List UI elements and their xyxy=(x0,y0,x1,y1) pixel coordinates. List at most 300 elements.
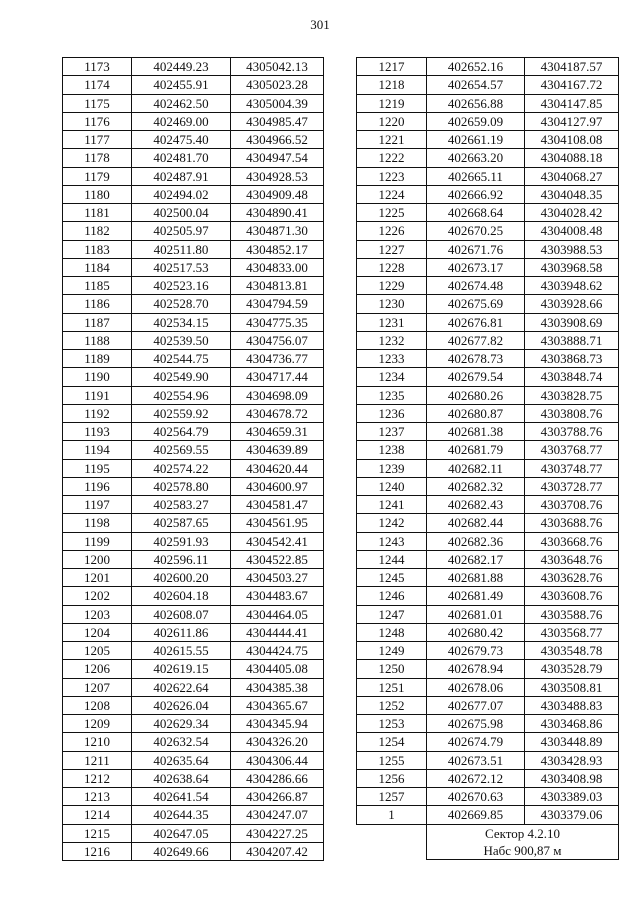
point-number-cell: 1185 xyxy=(63,277,132,295)
y-coordinate-cell: 4304306.44 xyxy=(231,751,324,769)
y-coordinate-cell: 4303428.93 xyxy=(525,751,619,769)
table-row xyxy=(357,386,619,404)
y-coordinate-cell: 4304600.97 xyxy=(231,477,324,495)
point-number-cell: 1253 xyxy=(357,715,427,733)
point-number-cell: 1176 xyxy=(63,112,132,130)
table-row xyxy=(63,642,324,660)
table-row xyxy=(63,605,324,623)
y-coordinate-cell: 4303488.83 xyxy=(525,696,619,714)
table-row xyxy=(357,587,619,605)
y-coordinate-cell: 4303728.77 xyxy=(525,477,619,495)
table-row xyxy=(357,58,619,76)
y-coordinate-cell: 4304385.38 xyxy=(231,678,324,696)
x-coordinate-cell: 402678.94 xyxy=(427,660,525,678)
x-coordinate-cell: 402455.91 xyxy=(132,76,231,94)
x-coordinate-cell: 402680.42 xyxy=(427,623,525,641)
y-coordinate-cell: 4304365.67 xyxy=(231,696,324,714)
x-coordinate-cell: 402654.57 xyxy=(427,76,525,94)
y-coordinate-cell: 4304852.17 xyxy=(231,240,324,258)
y-coordinate-cell: 4304890.41 xyxy=(231,204,324,222)
y-coordinate-cell: 4303608.76 xyxy=(525,587,619,605)
table-row xyxy=(357,368,619,386)
point-number-cell: 1256 xyxy=(357,769,427,787)
point-number-cell: 1250 xyxy=(357,660,427,678)
x-coordinate-cell: 402523.16 xyxy=(132,277,231,295)
y-coordinate-cell: 4303988.53 xyxy=(525,240,619,258)
point-number-cell: 1243 xyxy=(357,532,427,550)
table-row xyxy=(357,295,619,313)
x-coordinate-cell: 402678.06 xyxy=(427,678,525,696)
page-number: 301 xyxy=(310,17,330,32)
y-coordinate-cell: 4303379.06 xyxy=(525,806,619,824)
table-row xyxy=(63,769,324,787)
y-coordinate-cell: 4303748.77 xyxy=(525,459,619,477)
point-number-cell: 1187 xyxy=(63,313,132,331)
point-number-cell: 1234 xyxy=(357,368,427,386)
y-coordinate-cell: 4303568.77 xyxy=(525,623,619,641)
point-number-cell: 1189 xyxy=(63,350,132,368)
point-number-cell: 1218 xyxy=(357,76,427,94)
point-number-cell: 1242 xyxy=(357,514,427,532)
point-number-cell: 1192 xyxy=(63,404,132,422)
point-number-cell: 1184 xyxy=(63,258,132,276)
y-coordinate-cell: 4304048.35 xyxy=(525,185,619,203)
table-row xyxy=(357,751,619,769)
y-coordinate-cell: 4304286.66 xyxy=(231,769,324,787)
table-row xyxy=(63,368,324,386)
x-coordinate-cell: 402679.54 xyxy=(427,368,525,386)
table-row xyxy=(357,313,619,331)
point-number-cell: 1257 xyxy=(357,788,427,806)
table-row xyxy=(63,94,324,112)
table-row xyxy=(63,496,324,514)
table-row xyxy=(63,277,324,295)
point-number-cell: 1201 xyxy=(63,569,132,587)
point-number-cell: 1191 xyxy=(63,386,132,404)
point-number-cell: 1199 xyxy=(63,532,132,550)
x-coordinate-cell: 402671.76 xyxy=(427,240,525,258)
table-row xyxy=(63,806,324,824)
y-coordinate-cell: 4304736.77 xyxy=(231,350,324,368)
table-row xyxy=(63,459,324,477)
table-row xyxy=(63,167,324,185)
point-number-cell: 1183 xyxy=(63,240,132,258)
y-coordinate-cell: 4304813.81 xyxy=(231,277,324,295)
point-number-cell: 1219 xyxy=(357,94,427,112)
y-coordinate-cell: 4304561.95 xyxy=(231,514,324,532)
x-coordinate-cell: 402680.87 xyxy=(427,404,525,422)
point-number-cell: 1175 xyxy=(63,94,132,112)
point-number-cell: 1241 xyxy=(357,496,427,514)
table-row xyxy=(357,76,619,94)
sector-title: Сектор 4.2.10 xyxy=(484,825,560,841)
point-number-cell: 1173 xyxy=(63,58,132,76)
table-row xyxy=(63,715,324,733)
y-coordinate-cell: 4303448.89 xyxy=(525,733,619,751)
coordinates-table-left xyxy=(62,57,324,861)
x-coordinate-cell: 402505.97 xyxy=(132,222,231,240)
table-row xyxy=(63,295,324,313)
x-coordinate-cell: 402632.54 xyxy=(132,733,231,751)
x-coordinate-cell: 402539.50 xyxy=(132,331,231,349)
point-number-cell: 1221 xyxy=(357,131,427,149)
point-number-cell: 1254 xyxy=(357,733,427,751)
x-coordinate-cell: 402682.36 xyxy=(427,532,525,550)
point-number-cell: 1224 xyxy=(357,185,427,203)
x-coordinate-cell: 402554.96 xyxy=(132,386,231,404)
x-coordinate-cell: 402681.79 xyxy=(427,441,525,459)
y-coordinate-cell: 4304088.18 xyxy=(525,149,619,167)
point-number-cell: 1207 xyxy=(63,678,132,696)
point-number-cell: 1206 xyxy=(63,660,132,678)
point-number-cell: 1223 xyxy=(357,167,427,185)
x-coordinate-cell: 402517.53 xyxy=(132,258,231,276)
y-coordinate-cell: 4303708.76 xyxy=(525,496,619,514)
y-coordinate-cell: 4304247.07 xyxy=(231,806,324,824)
point-number-cell: 1229 xyxy=(357,277,427,295)
y-coordinate-cell: 4304424.75 xyxy=(231,642,324,660)
x-coordinate-cell: 402528.70 xyxy=(132,295,231,313)
point-number-cell: 1220 xyxy=(357,112,427,130)
x-coordinate-cell: 402641.54 xyxy=(132,788,231,806)
x-coordinate-cell: 402619.15 xyxy=(132,660,231,678)
point-number-cell: 1222 xyxy=(357,149,427,167)
point-number-cell: 1193 xyxy=(63,423,132,441)
point-number-cell: 1247 xyxy=(357,605,427,623)
table-row xyxy=(357,459,619,477)
point-number-cell: 1190 xyxy=(63,368,132,386)
point-number-cell: 1245 xyxy=(357,569,427,587)
table-row xyxy=(357,258,619,276)
point-number-cell: 1255 xyxy=(357,751,427,769)
table-row xyxy=(357,477,619,495)
x-coordinate-cell: 402675.98 xyxy=(427,715,525,733)
x-coordinate-cell: 402487.91 xyxy=(132,167,231,185)
x-coordinate-cell: 402549.90 xyxy=(132,368,231,386)
table-row xyxy=(63,185,324,203)
table-row xyxy=(357,131,619,149)
x-coordinate-cell: 402569.55 xyxy=(132,441,231,459)
point-number-cell: 1202 xyxy=(63,587,132,605)
x-coordinate-cell: 402675.69 xyxy=(427,295,525,313)
point-number-cell: 1181 xyxy=(63,204,132,222)
y-coordinate-cell: 4305004.39 xyxy=(231,94,324,112)
point-number-cell: 1182 xyxy=(63,222,132,240)
x-coordinate-cell: 402611.86 xyxy=(132,623,231,641)
y-coordinate-cell: 4304464.05 xyxy=(231,605,324,623)
x-coordinate-cell: 402663.20 xyxy=(427,149,525,167)
y-coordinate-cell: 4304405.08 xyxy=(231,660,324,678)
point-number-cell: 1180 xyxy=(63,185,132,203)
x-coordinate-cell: 402674.79 xyxy=(427,733,525,751)
x-coordinate-cell: 402500.04 xyxy=(132,204,231,222)
point-number-cell: 1204 xyxy=(63,623,132,641)
table-row xyxy=(357,185,619,203)
y-coordinate-cell: 4303788.76 xyxy=(525,423,619,441)
table-row xyxy=(63,313,324,331)
sector-area: Набс 900,87 м xyxy=(483,842,562,858)
y-coordinate-cell: 4304542.41 xyxy=(231,532,324,550)
y-coordinate-cell: 4304678.72 xyxy=(231,404,324,422)
x-coordinate-cell: 402668.64 xyxy=(427,204,525,222)
point-number-cell: 1248 xyxy=(357,623,427,641)
table-row xyxy=(357,623,619,641)
table-row xyxy=(63,58,324,76)
table-row xyxy=(357,514,619,532)
y-coordinate-cell: 4304909.48 xyxy=(231,185,324,203)
table-row xyxy=(63,751,324,769)
point-number-cell: 1239 xyxy=(357,459,427,477)
y-coordinate-cell: 4303648.76 xyxy=(525,550,619,568)
x-coordinate-cell: 402629.34 xyxy=(132,715,231,733)
y-coordinate-cell: 4304717.44 xyxy=(231,368,324,386)
table-row xyxy=(357,678,619,696)
y-coordinate-cell: 4303928.66 xyxy=(525,295,619,313)
y-coordinate-cell: 4303828.75 xyxy=(525,386,619,404)
x-coordinate-cell: 402615.55 xyxy=(132,642,231,660)
point-number-cell: 1244 xyxy=(357,550,427,568)
point-number-cell: 1188 xyxy=(63,331,132,349)
x-coordinate-cell: 402608.07 xyxy=(132,605,231,623)
table-row xyxy=(63,569,324,587)
table-row xyxy=(63,587,324,605)
x-coordinate-cell: 402676.81 xyxy=(427,313,525,331)
y-coordinate-cell: 4304581.47 xyxy=(231,496,324,514)
y-coordinate-cell: 4304345.94 xyxy=(231,715,324,733)
x-coordinate-cell: 402666.92 xyxy=(427,185,525,203)
x-coordinate-cell: 402672.12 xyxy=(427,769,525,787)
x-coordinate-cell: 402534.15 xyxy=(132,313,231,331)
x-coordinate-cell: 402670.25 xyxy=(427,222,525,240)
point-number-cell: 1251 xyxy=(357,678,427,696)
y-coordinate-cell: 4304326.20 xyxy=(231,733,324,751)
y-coordinate-cell: 4303508.81 xyxy=(525,678,619,696)
x-coordinate-cell: 402494.02 xyxy=(132,185,231,203)
y-coordinate-cell: 4304639.89 xyxy=(231,441,324,459)
sector-caption xyxy=(427,824,619,859)
x-coordinate-cell: 402583.27 xyxy=(132,496,231,514)
x-coordinate-cell: 402665.11 xyxy=(427,167,525,185)
point-number-cell: 1214 xyxy=(63,806,132,824)
table-row xyxy=(357,696,619,714)
y-coordinate-cell: 4303908.69 xyxy=(525,313,619,331)
point-number-cell: 1196 xyxy=(63,477,132,495)
point-number-cell: 1217 xyxy=(357,58,427,76)
y-coordinate-cell: 4304966.52 xyxy=(231,131,324,149)
y-coordinate-cell: 4304522.85 xyxy=(231,550,324,568)
table-row xyxy=(63,477,324,495)
table-row xyxy=(357,204,619,222)
coordinates-table-right xyxy=(356,57,619,860)
point-number-cell: 1231 xyxy=(357,313,427,331)
y-coordinate-cell: 4303528.79 xyxy=(525,660,619,678)
y-coordinate-cell: 4303768.77 xyxy=(525,441,619,459)
y-coordinate-cell: 4304794.59 xyxy=(231,295,324,313)
x-coordinate-cell: 402578.80 xyxy=(132,477,231,495)
point-number-cell: 1178 xyxy=(63,149,132,167)
y-coordinate-cell: 4303668.76 xyxy=(525,532,619,550)
y-coordinate-cell: 4305023.28 xyxy=(231,76,324,94)
point-number-cell: 1210 xyxy=(63,733,132,751)
x-coordinate-cell: 402682.43 xyxy=(427,496,525,514)
x-coordinate-cell: 402469.00 xyxy=(132,112,231,130)
point-number-cell: 1197 xyxy=(63,496,132,514)
x-coordinate-cell: 402647.05 xyxy=(132,824,231,842)
y-coordinate-cell: 4304187.57 xyxy=(525,58,619,76)
y-coordinate-cell: 4304068.27 xyxy=(525,167,619,185)
y-coordinate-cell: 4304698.09 xyxy=(231,386,324,404)
y-coordinate-cell: 4303468.86 xyxy=(525,715,619,733)
y-coordinate-cell: 4305042.13 xyxy=(231,58,324,76)
y-coordinate-cell: 4304147.85 xyxy=(525,94,619,112)
table-row xyxy=(63,331,324,349)
x-coordinate-cell: 402635.64 xyxy=(132,751,231,769)
y-coordinate-cell: 4303548.78 xyxy=(525,642,619,660)
table-row xyxy=(63,696,324,714)
table-row xyxy=(63,532,324,550)
x-coordinate-cell: 402682.44 xyxy=(427,514,525,532)
y-coordinate-cell: 4304620.44 xyxy=(231,459,324,477)
point-number-cell: 1200 xyxy=(63,550,132,568)
x-coordinate-cell: 402626.04 xyxy=(132,696,231,714)
point-number-cell: 1213 xyxy=(63,788,132,806)
x-coordinate-cell: 402656.88 xyxy=(427,94,525,112)
point-number-cell: 1186 xyxy=(63,295,132,313)
table-row xyxy=(63,678,324,696)
table-row xyxy=(357,605,619,623)
y-coordinate-cell: 4304008.48 xyxy=(525,222,619,240)
table-row xyxy=(63,788,324,806)
x-coordinate-cell: 402574.22 xyxy=(132,459,231,477)
table-row xyxy=(63,131,324,149)
table-row xyxy=(357,277,619,295)
table-row xyxy=(357,496,619,514)
table-row xyxy=(357,240,619,258)
x-coordinate-cell: 402559.92 xyxy=(132,404,231,422)
y-coordinate-cell: 4303688.76 xyxy=(525,514,619,532)
point-number-cell: 1230 xyxy=(357,295,427,313)
x-coordinate-cell: 402681.49 xyxy=(427,587,525,605)
y-coordinate-cell: 4304659.31 xyxy=(231,423,324,441)
x-coordinate-cell: 402596.11 xyxy=(132,550,231,568)
table-row xyxy=(63,733,324,751)
x-coordinate-cell: 402674.48 xyxy=(427,277,525,295)
table-row xyxy=(357,806,619,824)
y-coordinate-cell: 4304108.08 xyxy=(525,131,619,149)
y-coordinate-cell: 4304871.30 xyxy=(231,222,324,240)
table-row xyxy=(357,769,619,787)
x-coordinate-cell: 402591.93 xyxy=(132,532,231,550)
x-coordinate-cell: 402475.40 xyxy=(132,131,231,149)
table-row xyxy=(63,112,324,130)
y-coordinate-cell: 4304127.97 xyxy=(525,112,619,130)
x-coordinate-cell: 402677.07 xyxy=(427,696,525,714)
table-row xyxy=(63,76,324,94)
table-row xyxy=(63,441,324,459)
x-coordinate-cell: 402680.26 xyxy=(427,386,525,404)
x-coordinate-cell: 402604.18 xyxy=(132,587,231,605)
point-number-cell: 1 xyxy=(357,806,427,824)
point-number-cell: 1240 xyxy=(357,477,427,495)
x-coordinate-cell: 402449.23 xyxy=(132,58,231,76)
point-number-cell: 1252 xyxy=(357,696,427,714)
x-coordinate-cell: 402462.50 xyxy=(132,94,231,112)
y-coordinate-cell: 4303808.76 xyxy=(525,404,619,422)
y-coordinate-cell: 4304167.72 xyxy=(525,76,619,94)
x-coordinate-cell: 402682.11 xyxy=(427,459,525,477)
point-number-cell: 1215 xyxy=(63,824,132,842)
x-coordinate-cell: 402564.79 xyxy=(132,423,231,441)
y-coordinate-cell: 4304227.25 xyxy=(231,824,324,842)
table-row xyxy=(63,386,324,404)
point-number-cell: 1177 xyxy=(63,131,132,149)
x-coordinate-cell: 402678.73 xyxy=(427,350,525,368)
table-row xyxy=(357,331,619,349)
y-coordinate-cell: 4304928.53 xyxy=(231,167,324,185)
table-row xyxy=(63,623,324,641)
y-coordinate-cell: 4303868.73 xyxy=(525,350,619,368)
point-number-cell: 1225 xyxy=(357,204,427,222)
table-row xyxy=(63,350,324,368)
point-number-cell: 1208 xyxy=(63,696,132,714)
x-coordinate-cell: 402638.64 xyxy=(132,769,231,787)
y-coordinate-cell: 4304483.67 xyxy=(231,587,324,605)
x-coordinate-cell: 402677.82 xyxy=(427,331,525,349)
point-number-cell: 1203 xyxy=(63,605,132,623)
x-coordinate-cell: 402670.63 xyxy=(427,788,525,806)
y-coordinate-cell: 4304985.47 xyxy=(231,112,324,130)
x-coordinate-cell: 402682.32 xyxy=(427,477,525,495)
y-coordinate-cell: 4304266.87 xyxy=(231,788,324,806)
y-coordinate-cell: 4303968.58 xyxy=(525,258,619,276)
y-coordinate-cell: 4304503.27 xyxy=(231,569,324,587)
table-row xyxy=(357,441,619,459)
table-row xyxy=(357,569,619,587)
x-coordinate-cell: 402644.35 xyxy=(132,806,231,824)
point-number-cell: 1238 xyxy=(357,441,427,459)
table-row xyxy=(63,240,324,258)
point-number-cell: 1211 xyxy=(63,751,132,769)
table-row xyxy=(357,222,619,240)
point-number-cell: 1205 xyxy=(63,642,132,660)
y-coordinate-cell: 4304947.54 xyxy=(231,149,324,167)
y-coordinate-cell: 4303408.98 xyxy=(525,769,619,787)
table-row xyxy=(357,112,619,130)
point-number-cell: 1227 xyxy=(357,240,427,258)
point-number-cell: 1174 xyxy=(63,76,132,94)
y-coordinate-cell: 4303389.03 xyxy=(525,788,619,806)
y-coordinate-cell: 4303948.62 xyxy=(525,277,619,295)
table-row xyxy=(63,222,324,240)
table-row xyxy=(357,733,619,751)
x-coordinate-cell: 402587.65 xyxy=(132,514,231,532)
x-coordinate-cell: 402622.64 xyxy=(132,678,231,696)
y-coordinate-cell: 4304775.35 xyxy=(231,313,324,331)
x-coordinate-cell: 402600.20 xyxy=(132,569,231,587)
point-number-cell: 1236 xyxy=(357,404,427,422)
x-coordinate-cell: 402544.75 xyxy=(132,350,231,368)
y-coordinate-cell: 4304444.41 xyxy=(231,623,324,641)
table-row xyxy=(63,404,324,422)
sector-blank-cell xyxy=(357,824,427,859)
point-number-cell: 1226 xyxy=(357,222,427,240)
x-coordinate-cell: 402673.51 xyxy=(427,751,525,769)
point-number-cell: 1235 xyxy=(357,386,427,404)
x-coordinate-cell: 402511.80 xyxy=(132,240,231,258)
table-row xyxy=(357,642,619,660)
table-row xyxy=(357,423,619,441)
point-number-cell: 1198 xyxy=(63,514,132,532)
